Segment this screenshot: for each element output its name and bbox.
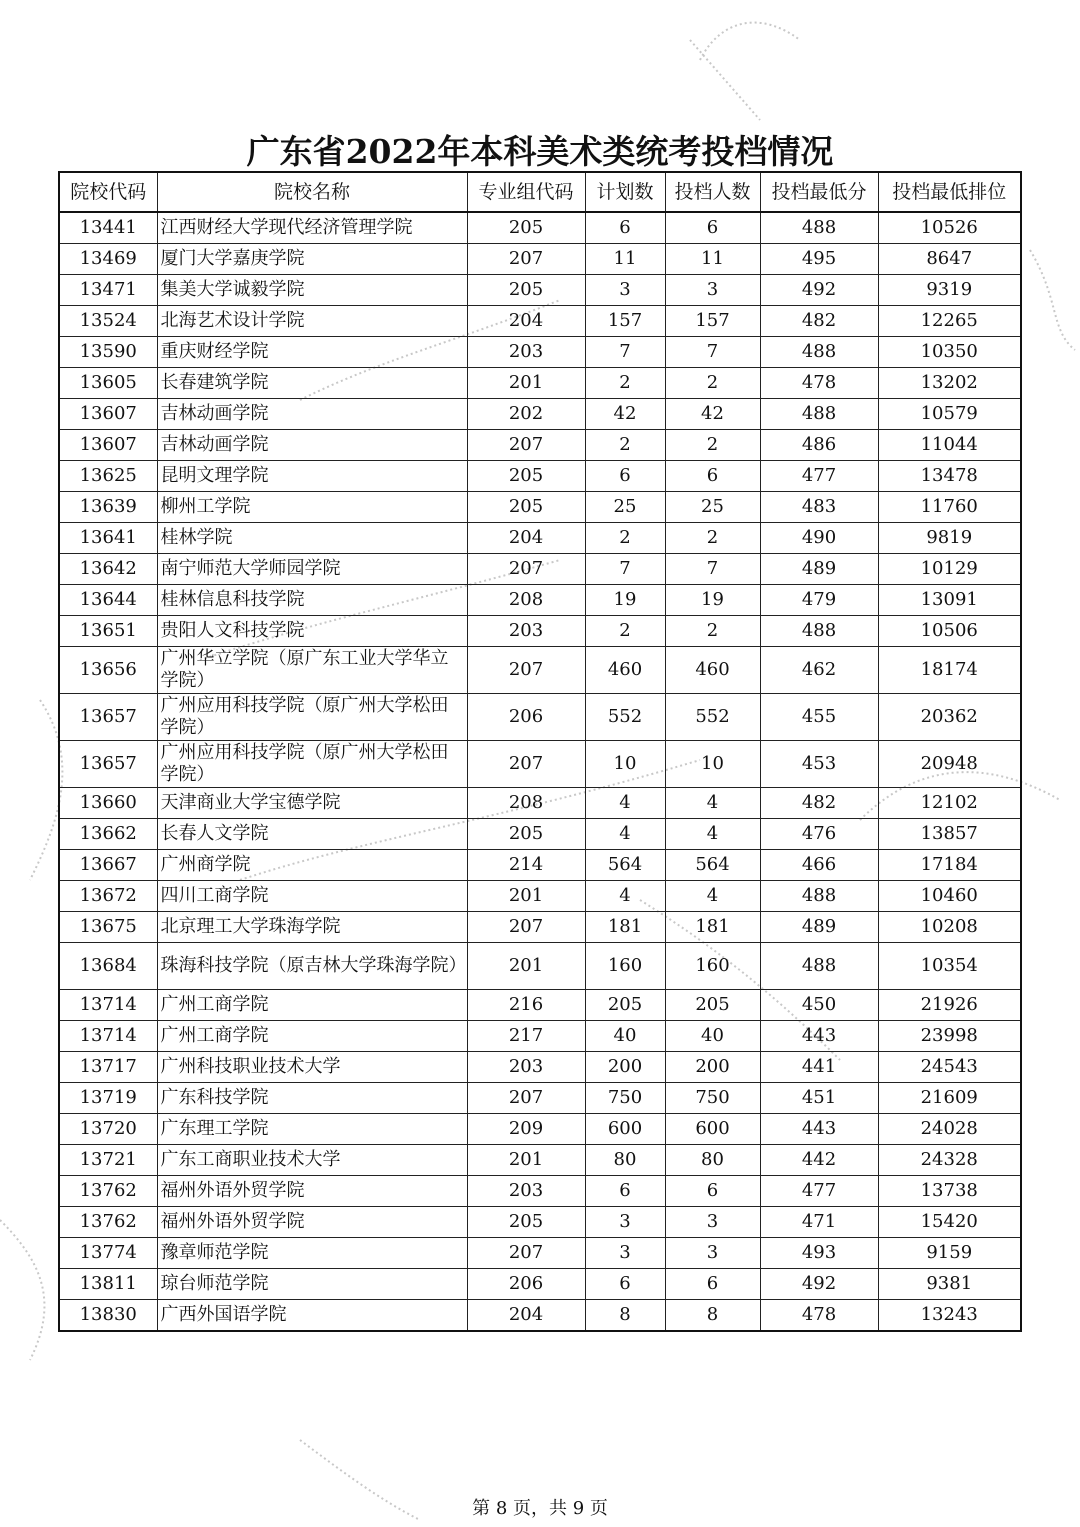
cell-admitted: 2 [665, 616, 760, 647]
cell-plan: 460 [585, 647, 665, 694]
cell-min-score: 443 [760, 1021, 878, 1052]
col-header-code: 院校代码 [59, 172, 157, 212]
cell-plan: 7 [585, 337, 665, 368]
cell-code: 13639 [59, 492, 157, 523]
cell-plan: 8 [585, 1300, 665, 1332]
table-row [59, 1176, 1021, 1207]
cell-plan: 160 [585, 943, 665, 990]
cell-plan: 200 [585, 1052, 665, 1083]
cell-group: 205 [467, 461, 585, 492]
cell-code: 13714 [59, 990, 157, 1021]
cell-plan: 6 [585, 1176, 665, 1207]
table-row [59, 430, 1021, 461]
table-row [59, 554, 1021, 585]
cell-code: 13675 [59, 912, 157, 943]
cell-min-score: 488 [760, 212, 878, 244]
cell-name: 琼台师范学院 [157, 1269, 467, 1300]
cell-group: 203 [467, 616, 585, 647]
cell-name: 广州商学院 [157, 850, 467, 881]
cell-min-score: 477 [760, 461, 878, 492]
cell-admitted: 3 [665, 275, 760, 306]
table-row [59, 616, 1021, 647]
cell-group: 207 [467, 430, 585, 461]
cell-min-score: 488 [760, 337, 878, 368]
cell-plan: 11 [585, 244, 665, 275]
cell-admitted: 80 [665, 1145, 760, 1176]
cell-min-score: 442 [760, 1145, 878, 1176]
cell-plan: 40 [585, 1021, 665, 1052]
cell-admitted: 6 [665, 461, 760, 492]
cell-group: 214 [467, 850, 585, 881]
cell-min-rank: 21926 [878, 990, 1021, 1021]
cell-admitted: 750 [665, 1083, 760, 1114]
cell-group: 202 [467, 399, 585, 430]
cell-min-rank: 8647 [878, 244, 1021, 275]
table-row [59, 1300, 1021, 1332]
cell-admitted: 6 [665, 212, 760, 244]
cell-name: 北海艺术设计学院 [157, 306, 467, 337]
cell-plan: 80 [585, 1145, 665, 1176]
table-row [59, 943, 1021, 990]
cell-min-rank: 9319 [878, 275, 1021, 306]
cell-admitted: 8 [665, 1300, 760, 1332]
cell-group: 207 [467, 912, 585, 943]
cell-code: 13441 [59, 212, 157, 244]
cell-admitted: 181 [665, 912, 760, 943]
cell-plan: 181 [585, 912, 665, 943]
cell-min-score: 471 [760, 1207, 878, 1238]
cell-group: 207 [467, 647, 585, 694]
cell-group: 205 [467, 275, 585, 306]
cell-admitted: 40 [665, 1021, 760, 1052]
cell-name: 吉林动画学院 [157, 430, 467, 461]
table-row [59, 1021, 1021, 1052]
cell-group: 207 [467, 554, 585, 585]
table-row [59, 461, 1021, 492]
cell-name: 四川工商学院 [157, 881, 467, 912]
cell-code: 13607 [59, 399, 157, 430]
cell-min-score: 493 [760, 1238, 878, 1269]
cell-code: 13774 [59, 1238, 157, 1269]
cell-min-rank: 17184 [878, 850, 1021, 881]
cell-code: 13469 [59, 244, 157, 275]
cell-plan: 19 [585, 585, 665, 616]
cell-plan: 205 [585, 990, 665, 1021]
cell-name: 广东科技学院 [157, 1083, 467, 1114]
cell-code: 13660 [59, 788, 157, 819]
cell-code: 13684 [59, 943, 157, 990]
table-row [59, 1207, 1021, 1238]
cell-min-rank: 10354 [878, 943, 1021, 990]
cell-min-score: 483 [760, 492, 878, 523]
cell-min-score: 490 [760, 523, 878, 554]
cell-code: 13625 [59, 461, 157, 492]
cell-admitted: 157 [665, 306, 760, 337]
admission-table [58, 171, 1022, 1332]
table-header-row [59, 172, 1021, 212]
cell-name: 广州华立学院（原广东工业大学华立学院） [157, 647, 467, 694]
cell-group: 205 [467, 492, 585, 523]
cell-code: 13762 [59, 1207, 157, 1238]
cell-code: 13672 [59, 881, 157, 912]
cell-min-rank: 20362 [878, 694, 1021, 741]
cell-name: 江西财经大学现代经济管理学院 [157, 212, 467, 244]
cell-code: 13830 [59, 1300, 157, 1332]
cell-plan: 2 [585, 616, 665, 647]
cell-name: 长春人文学院 [157, 819, 467, 850]
cell-min-rank: 13478 [878, 461, 1021, 492]
table-row [59, 399, 1021, 430]
table-row [59, 337, 1021, 368]
cell-admitted: 600 [665, 1114, 760, 1145]
cell-min-score: 476 [760, 819, 878, 850]
cell-plan: 4 [585, 881, 665, 912]
cell-min-rank: 9159 [878, 1238, 1021, 1269]
cell-name: 南宁师范大学师园学院 [157, 554, 467, 585]
cell-min-score: 466 [760, 850, 878, 881]
cell-min-score: 495 [760, 244, 878, 275]
cell-group: 206 [467, 694, 585, 741]
cell-group: 209 [467, 1114, 585, 1145]
table-row [59, 694, 1021, 741]
cell-code: 13662 [59, 819, 157, 850]
table-row [59, 368, 1021, 399]
cell-code: 13811 [59, 1269, 157, 1300]
cell-min-rank: 9819 [878, 523, 1021, 554]
cell-name: 厦门大学嘉庚学院 [157, 244, 467, 275]
cell-min-rank: 24543 [878, 1052, 1021, 1083]
cell-admitted: 4 [665, 819, 760, 850]
cell-min-score: 455 [760, 694, 878, 741]
cell-min-score: 492 [760, 275, 878, 306]
cell-name: 广西外国语学院 [157, 1300, 467, 1332]
cell-min-rank: 15420 [878, 1207, 1021, 1238]
cell-min-score: 453 [760, 741, 878, 788]
cell-name: 桂林信息科技学院 [157, 585, 467, 616]
cell-admitted: 205 [665, 990, 760, 1021]
cell-admitted: 42 [665, 399, 760, 430]
cell-name: 福州外语外贸学院 [157, 1207, 467, 1238]
cell-group: 207 [467, 1083, 585, 1114]
cell-name: 珠海科技学院（原吉林大学珠海学院） [157, 943, 467, 990]
cell-group: 207 [467, 244, 585, 275]
cell-plan: 2 [585, 523, 665, 554]
cell-plan: 750 [585, 1083, 665, 1114]
cell-admitted: 7 [665, 554, 760, 585]
cell-name: 柳州工学院 [157, 492, 467, 523]
cell-name: 集美大学诚毅学院 [157, 275, 467, 306]
cell-admitted: 564 [665, 850, 760, 881]
cell-group: 204 [467, 523, 585, 554]
cell-group: 203 [467, 1176, 585, 1207]
cell-plan: 2 [585, 368, 665, 399]
cell-group: 205 [467, 1207, 585, 1238]
cell-name: 广州工商学院 [157, 990, 467, 1021]
cell-code: 13657 [59, 741, 157, 788]
cell-min-rank: 10460 [878, 881, 1021, 912]
table-row [59, 585, 1021, 616]
cell-code: 13667 [59, 850, 157, 881]
cell-code: 13714 [59, 1021, 157, 1052]
cell-min-rank: 10526 [878, 212, 1021, 244]
cell-admitted: 7 [665, 337, 760, 368]
cell-code: 13720 [59, 1114, 157, 1145]
cell-name: 天津商业大学宝德学院 [157, 788, 467, 819]
cell-min-score: 488 [760, 881, 878, 912]
cell-min-score: 443 [760, 1114, 878, 1145]
cell-min-score: 482 [760, 306, 878, 337]
cell-code: 13651 [59, 616, 157, 647]
table-row [59, 1269, 1021, 1300]
cell-min-score: 482 [760, 788, 878, 819]
cell-min-score: 492 [760, 1269, 878, 1300]
cell-name: 福州外语外贸学院 [157, 1176, 467, 1207]
cell-code: 13641 [59, 523, 157, 554]
col-header-group: 专业组代码 [467, 172, 585, 212]
cell-plan: 4 [585, 788, 665, 819]
cell-code: 13642 [59, 554, 157, 585]
cell-min-rank: 21609 [878, 1083, 1021, 1114]
cell-min-score: 488 [760, 399, 878, 430]
table-row [59, 492, 1021, 523]
cell-name: 豫章师范学院 [157, 1238, 467, 1269]
table-row [59, 990, 1021, 1021]
cell-min-score: 451 [760, 1083, 878, 1114]
cell-plan: 552 [585, 694, 665, 741]
cell-code: 13605 [59, 368, 157, 399]
cell-name: 广东理工学院 [157, 1114, 467, 1145]
cell-min-score: 450 [760, 990, 878, 1021]
cell-min-rank: 23998 [878, 1021, 1021, 1052]
cell-admitted: 2 [665, 430, 760, 461]
cell-plan: 564 [585, 850, 665, 881]
cell-plan: 6 [585, 461, 665, 492]
cell-min-rank: 13243 [878, 1300, 1021, 1332]
cell-name: 广东工商职业技术大学 [157, 1145, 467, 1176]
cell-plan: 157 [585, 306, 665, 337]
cell-name: 昆明文理学院 [157, 461, 467, 492]
cell-plan: 6 [585, 212, 665, 244]
cell-admitted: 200 [665, 1052, 760, 1083]
cell-min-rank: 24328 [878, 1145, 1021, 1176]
page-title: 广东省2022年本科美术类统考投档情况 [246, 132, 834, 171]
cell-min-rank: 13091 [878, 585, 1021, 616]
cell-code: 13721 [59, 1145, 157, 1176]
cell-name: 重庆财经学院 [157, 337, 467, 368]
cell-code: 13656 [59, 647, 157, 694]
cell-min-rank: 13857 [878, 819, 1021, 850]
cell-plan: 3 [585, 1238, 665, 1269]
table-row [59, 881, 1021, 912]
cell-admitted: 4 [665, 881, 760, 912]
table-row [59, 741, 1021, 788]
cell-admitted: 6 [665, 1269, 760, 1300]
cell-name: 广州工商学院 [157, 1021, 467, 1052]
col-header-min-rank: 投档最低排位 [878, 172, 1021, 212]
cell-group: 217 [467, 1021, 585, 1052]
table-row [59, 306, 1021, 337]
table-row [59, 819, 1021, 850]
cell-min-score: 488 [760, 943, 878, 990]
cell-admitted: 3 [665, 1207, 760, 1238]
cell-min-rank: 13738 [878, 1176, 1021, 1207]
cell-code: 13607 [59, 430, 157, 461]
cell-min-rank: 12265 [878, 306, 1021, 337]
cell-plan: 4 [585, 819, 665, 850]
col-header-plan: 计划数 [585, 172, 665, 212]
cell-group: 201 [467, 881, 585, 912]
cell-plan: 25 [585, 492, 665, 523]
cell-admitted: 3 [665, 1238, 760, 1269]
cell-min-score: 486 [760, 430, 878, 461]
cell-min-score: 478 [760, 368, 878, 399]
table-body [59, 212, 1021, 1331]
table-row [59, 244, 1021, 275]
cell-group: 201 [467, 1145, 585, 1176]
table-row [59, 1083, 1021, 1114]
page-footer: 第 8 页，共 9 页 [472, 1498, 608, 1519]
cell-group: 203 [467, 337, 585, 368]
cell-min-rank: 10506 [878, 616, 1021, 647]
cell-min-score: 488 [760, 616, 878, 647]
col-header-name: 院校名称 [157, 172, 467, 212]
cell-min-score: 477 [760, 1176, 878, 1207]
cell-code: 13644 [59, 585, 157, 616]
table-row [59, 212, 1021, 244]
table-row [59, 1052, 1021, 1083]
cell-admitted: 160 [665, 943, 760, 990]
cell-plan: 6 [585, 1269, 665, 1300]
cell-name: 广州应用科技学院（原广州大学松田学院） [157, 741, 467, 788]
cell-group: 201 [467, 943, 585, 990]
cell-name: 北京理工大学珠海学院 [157, 912, 467, 943]
cell-admitted: 19 [665, 585, 760, 616]
table-row [59, 912, 1021, 943]
cell-admitted: 10 [665, 741, 760, 788]
cell-min-rank: 18174 [878, 647, 1021, 694]
cell-code: 13657 [59, 694, 157, 741]
cell-name: 桂林学院 [157, 523, 467, 554]
cell-min-score: 489 [760, 554, 878, 585]
cell-group: 207 [467, 741, 585, 788]
cell-min-score: 441 [760, 1052, 878, 1083]
cell-group: 216 [467, 990, 585, 1021]
cell-min-score: 462 [760, 647, 878, 694]
table-row [59, 647, 1021, 694]
cell-group: 206 [467, 1269, 585, 1300]
cell-min-score: 478 [760, 1300, 878, 1332]
cell-plan: 2 [585, 430, 665, 461]
cell-plan: 3 [585, 1207, 665, 1238]
cell-min-rank: 10129 [878, 554, 1021, 585]
cell-code: 13590 [59, 337, 157, 368]
cell-min-rank: 10208 [878, 912, 1021, 943]
table-row [59, 1238, 1021, 1269]
cell-min-rank: 10350 [878, 337, 1021, 368]
cell-group: 208 [467, 788, 585, 819]
cell-code: 13471 [59, 275, 157, 306]
table-row [59, 788, 1021, 819]
cell-admitted: 460 [665, 647, 760, 694]
cell-min-rank: 13202 [878, 368, 1021, 399]
cell-plan: 42 [585, 399, 665, 430]
cell-admitted: 4 [665, 788, 760, 819]
cell-plan: 7 [585, 554, 665, 585]
cell-code: 13524 [59, 306, 157, 337]
cell-group: 208 [467, 585, 585, 616]
col-header-min-score: 投档最低分 [760, 172, 878, 212]
cell-admitted: 25 [665, 492, 760, 523]
cell-name: 吉林动画学院 [157, 399, 467, 430]
cell-group: 205 [467, 819, 585, 850]
cell-name: 广州科技职业技术大学 [157, 1052, 467, 1083]
cell-code: 13717 [59, 1052, 157, 1083]
cell-group: 205 [467, 212, 585, 244]
cell-min-rank: 11760 [878, 492, 1021, 523]
cell-plan: 10 [585, 741, 665, 788]
cell-group: 204 [467, 1300, 585, 1332]
table-row [59, 275, 1021, 306]
cell-admitted: 11 [665, 244, 760, 275]
cell-min-rank: 24028 [878, 1114, 1021, 1145]
table-row [59, 523, 1021, 554]
cell-name: 长春建筑学院 [157, 368, 467, 399]
cell-min-rank: 10579 [878, 399, 1021, 430]
cell-min-score: 489 [760, 912, 878, 943]
cell-min-rank: 9381 [878, 1269, 1021, 1300]
col-header-admitted: 投档人数 [665, 172, 760, 212]
cell-group: 201 [467, 368, 585, 399]
table-row [59, 1114, 1021, 1145]
cell-min-rank: 12102 [878, 788, 1021, 819]
cell-min-rank: 20948 [878, 741, 1021, 788]
cell-admitted: 2 [665, 523, 760, 554]
table-row [59, 850, 1021, 881]
cell-min-score: 479 [760, 585, 878, 616]
cell-plan: 600 [585, 1114, 665, 1145]
cell-code: 13719 [59, 1083, 157, 1114]
cell-group: 207 [467, 1238, 585, 1269]
cell-group: 203 [467, 1052, 585, 1083]
table-row [59, 1145, 1021, 1176]
cell-min-rank: 11044 [878, 430, 1021, 461]
cell-admitted: 552 [665, 694, 760, 741]
cell-admitted: 6 [665, 1176, 760, 1207]
cell-code: 13762 [59, 1176, 157, 1207]
cell-group: 204 [467, 306, 585, 337]
cell-plan: 3 [585, 275, 665, 306]
cell-name: 贵阳人文科技学院 [157, 616, 467, 647]
cell-admitted: 2 [665, 368, 760, 399]
cell-name: 广州应用科技学院（原广州大学松田学院） [157, 694, 467, 741]
